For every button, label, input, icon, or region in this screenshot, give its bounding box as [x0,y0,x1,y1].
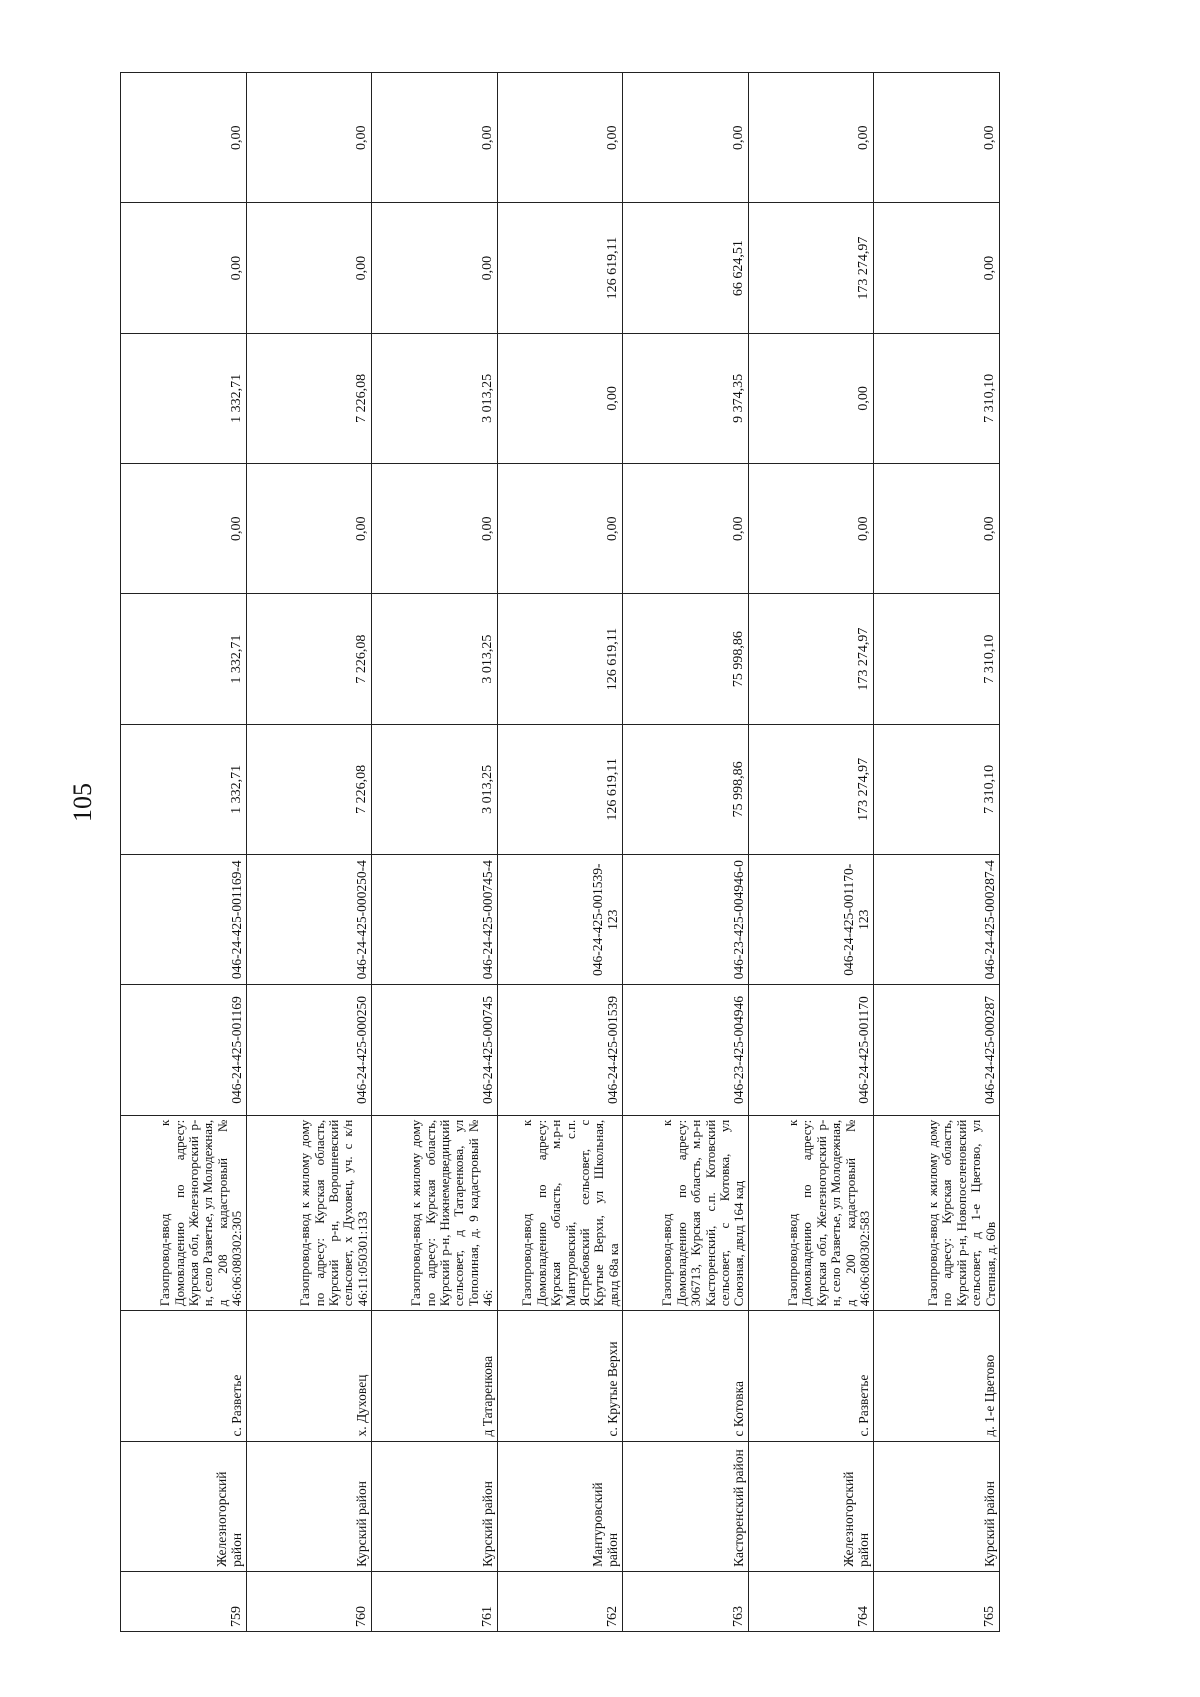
value-cell-4: 7 310,10 [874,333,1000,463]
value-cell-6: 0,00 [121,73,247,203]
object-description-cell: Газопровод-ввод к жилому дому по адресу: Курская область, Курский р-н, Новопоселеновский сельсовет, д 1-е Цветово, ул Степная, д. 60в [874,1115,1000,1311]
locality-cell: д Татаренкова [372,1311,498,1441]
value-cell-1: 173 274,97 [748,724,874,854]
value-cell-4: 1 332,71 [121,333,247,463]
value-cell-3: 0,00 [874,464,1000,594]
register-table [120,72,1000,1632]
table-row [623,73,749,1632]
value-cell-1: 7 226,08 [246,724,372,854]
cadastral-number-cell: 046-24-425-001539 [497,985,623,1115]
locality-cell: с. Крутые Верхи [497,1311,623,1441]
table-row [748,73,874,1632]
table-row [246,73,372,1632]
row-number-cell: 760 [246,1571,372,1631]
object-id-cell: 046-24-425-001170-123 [748,855,874,985]
table-row [372,73,498,1632]
value-cell-1: 126 619,11 [497,724,623,854]
value-cell-6: 0,00 [372,73,498,203]
value-cell-4: 7 226,08 [246,333,372,463]
locality-cell: д. 1-е Цветово [874,1311,1000,1441]
table-body [121,73,1000,1632]
value-cell-2: 3 013,25 [372,594,498,724]
object-description-cell: Газопровод-ввод к Домовладению по адресу: 306713, Курская область, м.р-н Касторенский, с.п. Котовский сельсовет, с Котовка, ул Союзная, двлд 164 кад [623,1115,749,1311]
row-number-cell: 764 [748,1571,874,1631]
value-cell-5: 173 274,97 [748,203,874,333]
row-number-cell: 762 [497,1571,623,1631]
district-cell: Мантуровский район [497,1441,623,1571]
district-cell: Железногорский район [121,1441,247,1571]
object-id-cell: 046-24-425-000250-4 [246,855,372,985]
object-description-cell: Газопровод-ввод к Домовладению по адресу: Курская область, м.р-н Мантуровский, с.п. Ястребовский сельсовет, с Крутые Верхи, ул Школьная, двлд 68а ка [497,1115,623,1311]
value-cell-5: 0,00 [372,203,498,333]
district-cell: Курский район [372,1441,498,1571]
value-cell-2: 173 274,97 [748,594,874,724]
value-cell-3: 0,00 [246,464,372,594]
object-description-cell: Газопровод-ввод к Домовладению по адресу: Курская обл, Железногорский р-н, село Разветье, ул Молодежная, д 208 кадастровый № 46:06:080302:305 [121,1115,247,1311]
district-cell: Железногорский район [748,1441,874,1571]
value-cell-3: 0,00 [121,464,247,594]
row-number-cell: 763 [623,1571,749,1631]
cadastral-number-cell: 046-24-425-000287 [874,985,1000,1115]
locality-cell: с. Разветье [121,1311,247,1441]
register-table-frame [120,72,1000,1632]
value-cell-2: 1 332,71 [121,594,247,724]
value-cell-3: 0,00 [623,464,749,594]
value-cell-4: 3 013,25 [372,333,498,463]
value-cell-4: 0,00 [748,333,874,463]
object-id-cell: 046-24-425-001539-123 [497,855,623,985]
value-cell-5: 0,00 [121,203,247,333]
row-number-cell: 765 [874,1571,1000,1631]
value-cell-2: 7 226,08 [246,594,372,724]
value-cell-6: 0,00 [748,73,874,203]
table-row [121,73,247,1632]
value-cell-1: 7 310,10 [874,724,1000,854]
cadastral-number-cell: 046-24-425-001170 [748,985,874,1115]
district-cell: Курский район [246,1441,372,1571]
value-cell-6: 0,00 [623,73,749,203]
value-cell-1: 1 332,71 [121,724,247,854]
value-cell-2: 7 310,10 [874,594,1000,724]
row-number-cell: 761 [372,1571,498,1631]
value-cell-5: 0,00 [246,203,372,333]
district-cell: Курский район [874,1441,1000,1571]
district-cell: Касторенский район [623,1441,749,1571]
cadastral-number-cell: 046-23-425-004946 [623,985,749,1115]
value-cell-2: 75 998,86 [623,594,749,724]
value-cell-5: 126 619,11 [497,203,623,333]
value-cell-6: 0,00 [874,73,1000,203]
value-cell-5: 0,00 [874,203,1000,333]
value-cell-2: 126 619,11 [497,594,623,724]
locality-cell: с Котовка [623,1311,749,1441]
value-cell-1: 3 013,25 [372,724,498,854]
value-cell-6: 0,00 [497,73,623,203]
table-row [874,73,1000,1632]
object-description-cell: Газопровод-ввод к жилому дому по адресу: Курская область, Курский р-н, Ворошневский сельсовет, х Духовец, уч. с к/н 46:11:050301:133 [246,1115,372,1311]
object-id-cell: 046-24-425-000745-4 [372,855,498,985]
object-id-cell: 046-23-425-004946-0 [623,855,749,985]
cadastral-number-cell: 046-24-425-001169 [121,985,247,1115]
value-cell-5: 66 624,51 [623,203,749,333]
cadastral-number-cell: 046-24-425-000250 [246,985,372,1115]
row-number-cell: 759 [121,1571,247,1631]
value-cell-6: 0,00 [246,73,372,203]
locality-cell: с. Разветье [748,1311,874,1441]
value-cell-1: 75 998,86 [623,724,749,854]
table-row [497,73,623,1632]
value-cell-3: 0,00 [497,464,623,594]
locality-cell: х. Духовец [246,1311,372,1441]
object-id-cell: 046-24-425-001169-4 [121,855,247,985]
value-cell-4: 0,00 [497,333,623,463]
object-id-cell: 046-24-425-000287-4 [874,855,1000,985]
object-description-cell: Газопровод-ввод к жилому дому по адресу: Курская область, Курский р-н, Нижнемедведицкий сельсовет, д Татаренкова, ул Тополиная, д. 9 кадастровый № 46: [372,1115,498,1311]
cadastral-number-cell: 046-24-425-000745 [372,985,498,1115]
value-cell-3: 0,00 [748,464,874,594]
value-cell-3: 0,00 [372,464,498,594]
object-description-cell: Газопровод-ввод к Домовладению по адресу: Курская обл, Железногорский р-н, село Разветье, ул Молодежная, д 200 кадастровый № 46:06:080302:583 [748,1115,874,1311]
value-cell-4: 9 374,35 [623,333,749,463]
page-number: 105 [68,783,97,822]
